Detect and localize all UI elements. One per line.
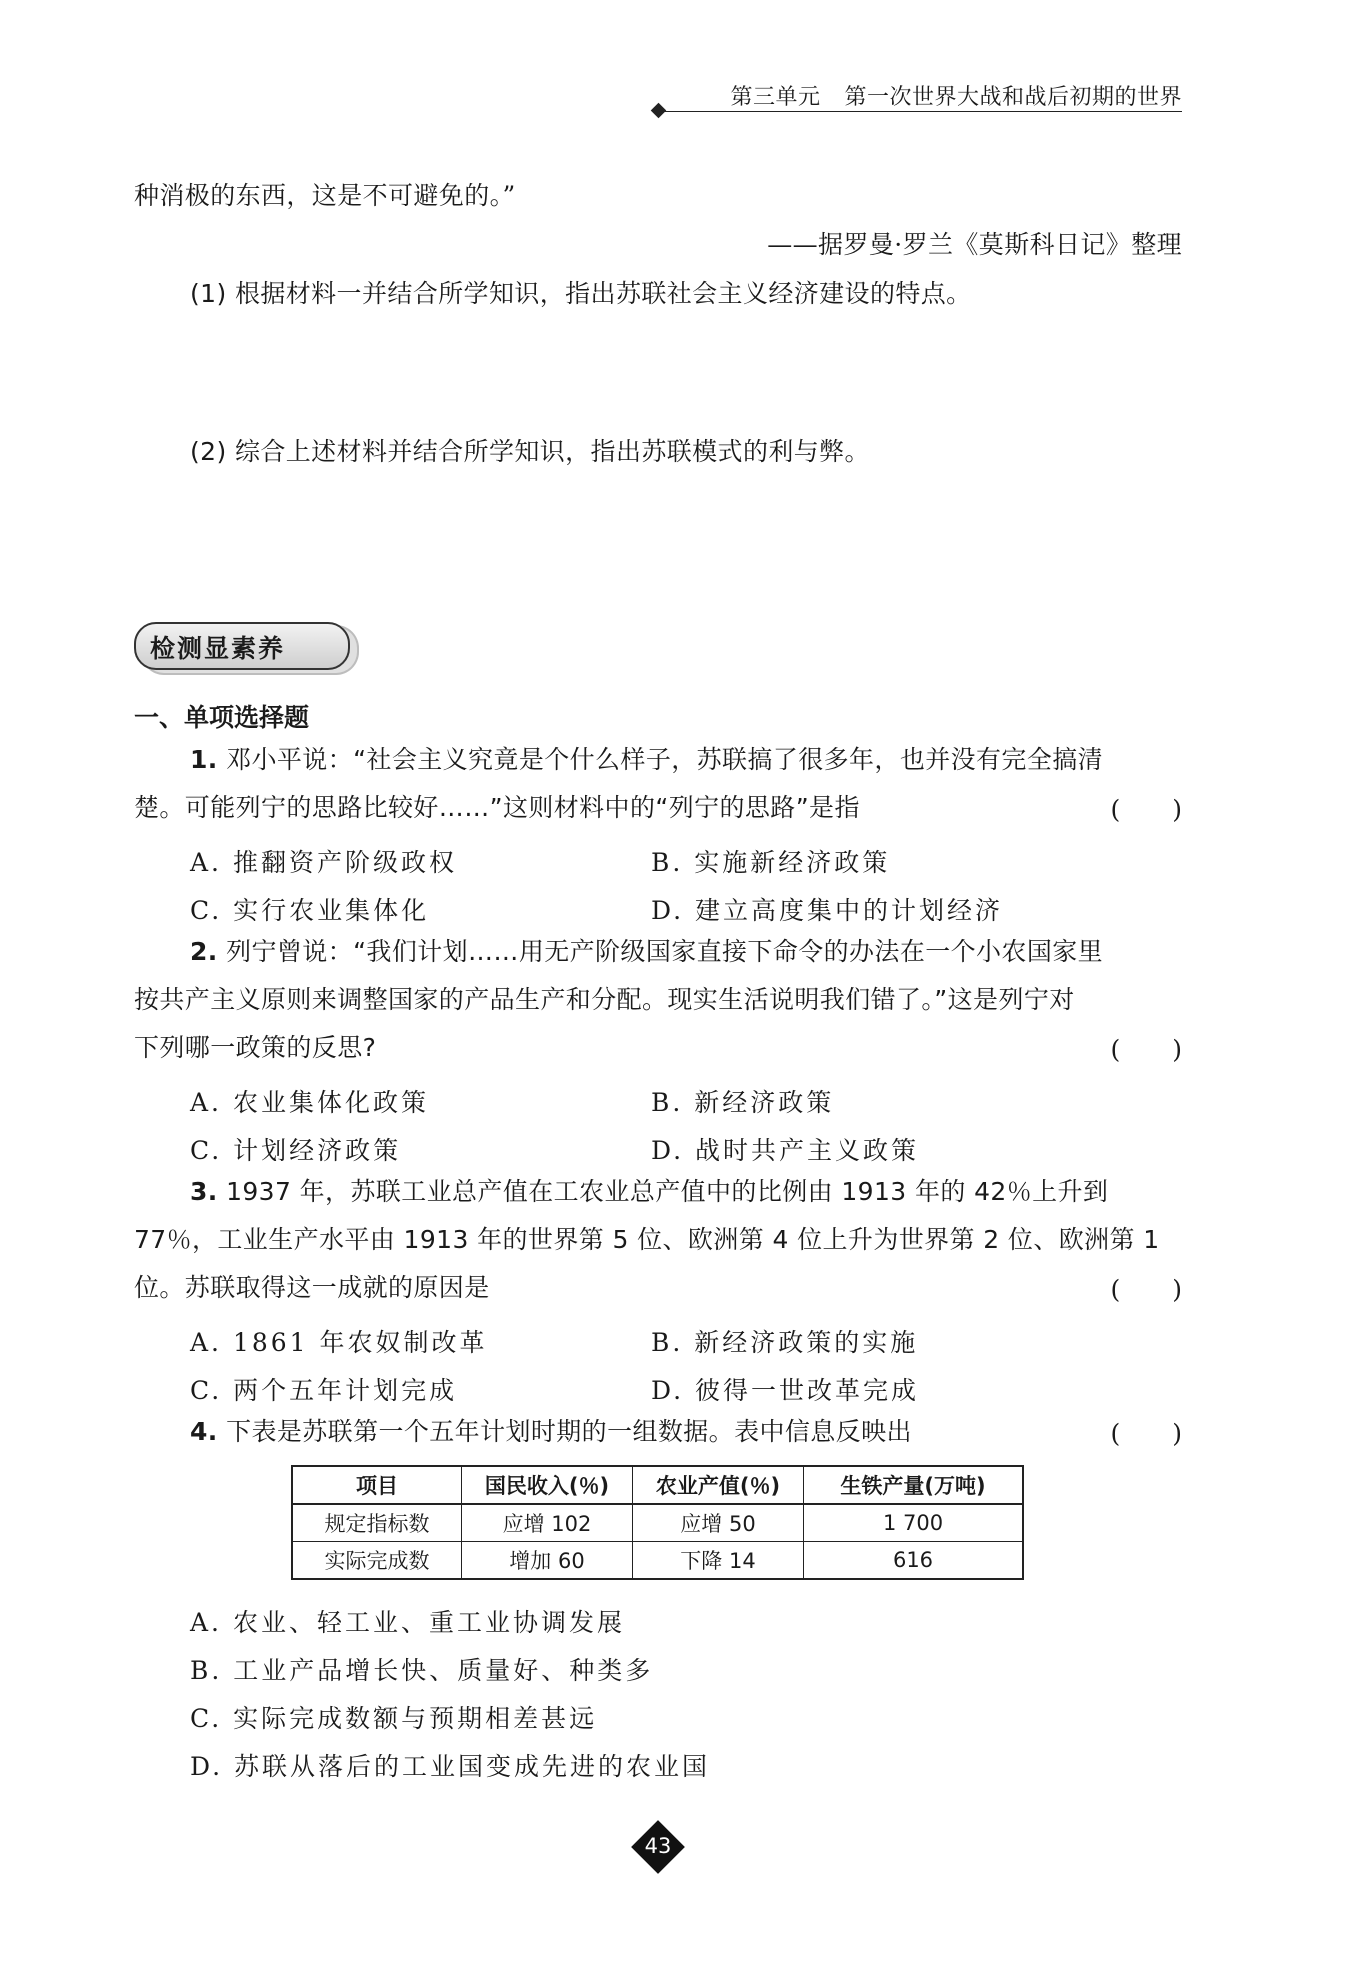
question-4-option-a: A. 农业、轻工业、重工业协调发展 (190, 1608, 625, 1637)
question-1-option-a: A. 推翻资产阶级政权 (190, 848, 457, 877)
section-title: 一、单项选择题 (134, 703, 310, 732)
header-rule (660, 111, 1182, 112)
question-4-answer-paren: ( ) (1110, 1419, 1182, 1448)
table-header-cell: 项目 (292, 1466, 462, 1504)
table-row (292, 1542, 1023, 1580)
question-2-text-1: 列宁曾说：“我们计划……用无产阶级国家直接下命令的办法在一个小农国家里 (226, 937, 1104, 966)
question-1-answer-paren: ( ) (1110, 795, 1182, 824)
question-3-text-1: 1937 年，苏联工业总产值在工农业总产值中的比例由 1913 年的 42％上升到 (226, 1177, 1109, 1206)
table-row (292, 1504, 1023, 1542)
table-header-cell: 国民收入(％) (462, 1466, 633, 1504)
question-4-text-1: 下表是苏联第一个五年计划时期的一组数据。表中信息反映出 (226, 1417, 912, 1446)
question-2-number: 2. (190, 937, 218, 966)
unit-label: 第三单元 (730, 85, 821, 110)
unit-title: 第一次世界大战和战后初期的世界 (844, 85, 1182, 110)
question-3-option-a: A. 1861 年农奴制改革 (190, 1328, 488, 1357)
material-source: ——据罗曼·罗兰《莫斯科日记》整理 (767, 230, 1182, 259)
question-2-option-b: B. 新经济政策 (651, 1088, 835, 1117)
sub-question-2: (2) 综合上述材料并结合所学知识，指出苏联模式的利与弊。 (190, 437, 870, 466)
question-1-option-c: C. 实行农业集体化 (190, 896, 430, 925)
question-2-line-3: 下列哪一政策的反思? (134, 1033, 377, 1062)
question-3-line-3: 位。苏联取得这一成就的原因是 (134, 1273, 490, 1302)
question-2-line-1 (190, 939, 1103, 964)
question-4-option-b: B. 工业产品增长快、质量好、种类多 (190, 1656, 654, 1685)
question-3-answer-paren: ( ) (1110, 1275, 1182, 1304)
question-2-answer-paren: ( ) (1110, 1035, 1182, 1064)
question-3-number: 3. (190, 1177, 218, 1206)
page-number: 43 (644, 1834, 672, 1858)
question-2-option-a: A. 农业集体化政策 (190, 1088, 429, 1117)
table-cell: 规定指标数 (292, 1504, 462, 1542)
question-2-option-d: D. 战时共产主义政策 (651, 1136, 920, 1165)
question-3-line-2: 77％，工业生产水平由 1913 年的世界第 5 位、欧洲第 4 位上升为世界第 2 位、欧洲第 1 (134, 1225, 1160, 1254)
continuation-line: 种消极的东西，这是不可避免的。” (134, 181, 516, 210)
question-2-option-c: C. 计划经济政策 (190, 1136, 402, 1165)
table-header-row (292, 1466, 1023, 1504)
table-header-cell: 农业产值(％) (633, 1466, 804, 1504)
question-3-option-b: B. 新经济政策的实施 (651, 1328, 919, 1357)
question-4-option-d: D. 苏联从落后的工业国变成先进的农业国 (190, 1752, 711, 1781)
question-1-line-2: 楚。可能列宁的思路比较好……”这则材料中的“列宁的思路”是指 (134, 793, 860, 822)
table-cell: 1 700 (804, 1504, 1024, 1542)
five-year-plan-table (291, 1465, 1024, 1580)
question-2-line-2: 按共产主义原则来调整国家的产品生产和分配。现实生活说明我们错了。”这是列宁对 (134, 985, 1075, 1014)
question-3-line-1 (190, 1179, 1108, 1204)
table-cell: 实际完成数 (292, 1542, 462, 1580)
table-cell: 616 (804, 1542, 1024, 1580)
table-cell: 应增 102 (462, 1504, 633, 1542)
table-cell: 下降 14 (633, 1542, 804, 1580)
table-cell: 增加 60 (462, 1542, 633, 1580)
question-1-option-d: D. 建立高度集中的计划经济 (651, 896, 1004, 925)
section-badge-label: 检测显素养 (150, 634, 286, 663)
table-header-cell: 生铁产量(万吨) (804, 1466, 1024, 1504)
table-cell: 应增 50 (633, 1504, 804, 1542)
question-3-option-c: C. 两个五年计划完成 (190, 1376, 458, 1405)
question-4-option-c: C. 实际完成数额与预期相差甚远 (190, 1704, 598, 1733)
question-1-number: 1. (190, 745, 218, 774)
header-diamond-icon (651, 103, 667, 119)
question-3-option-d: D. 彼得一世改革完成 (651, 1376, 920, 1405)
running-header (730, 80, 1182, 111)
question-4-number: 4. (190, 1417, 218, 1446)
question-1-text-1: 邓小平说：“社会主义究竟是个什么样子，苏联搞了很多年，也并没有完全搞清 (226, 745, 1104, 774)
sub-question-1: (1) 根据材料一并结合所学知识，指出苏联社会主义经济建设的特点。 (190, 279, 972, 308)
question-1-line-1 (190, 747, 1103, 772)
question-4-line-1 (190, 1419, 912, 1444)
question-1-option-b: B. 实施新经济政策 (651, 848, 891, 877)
